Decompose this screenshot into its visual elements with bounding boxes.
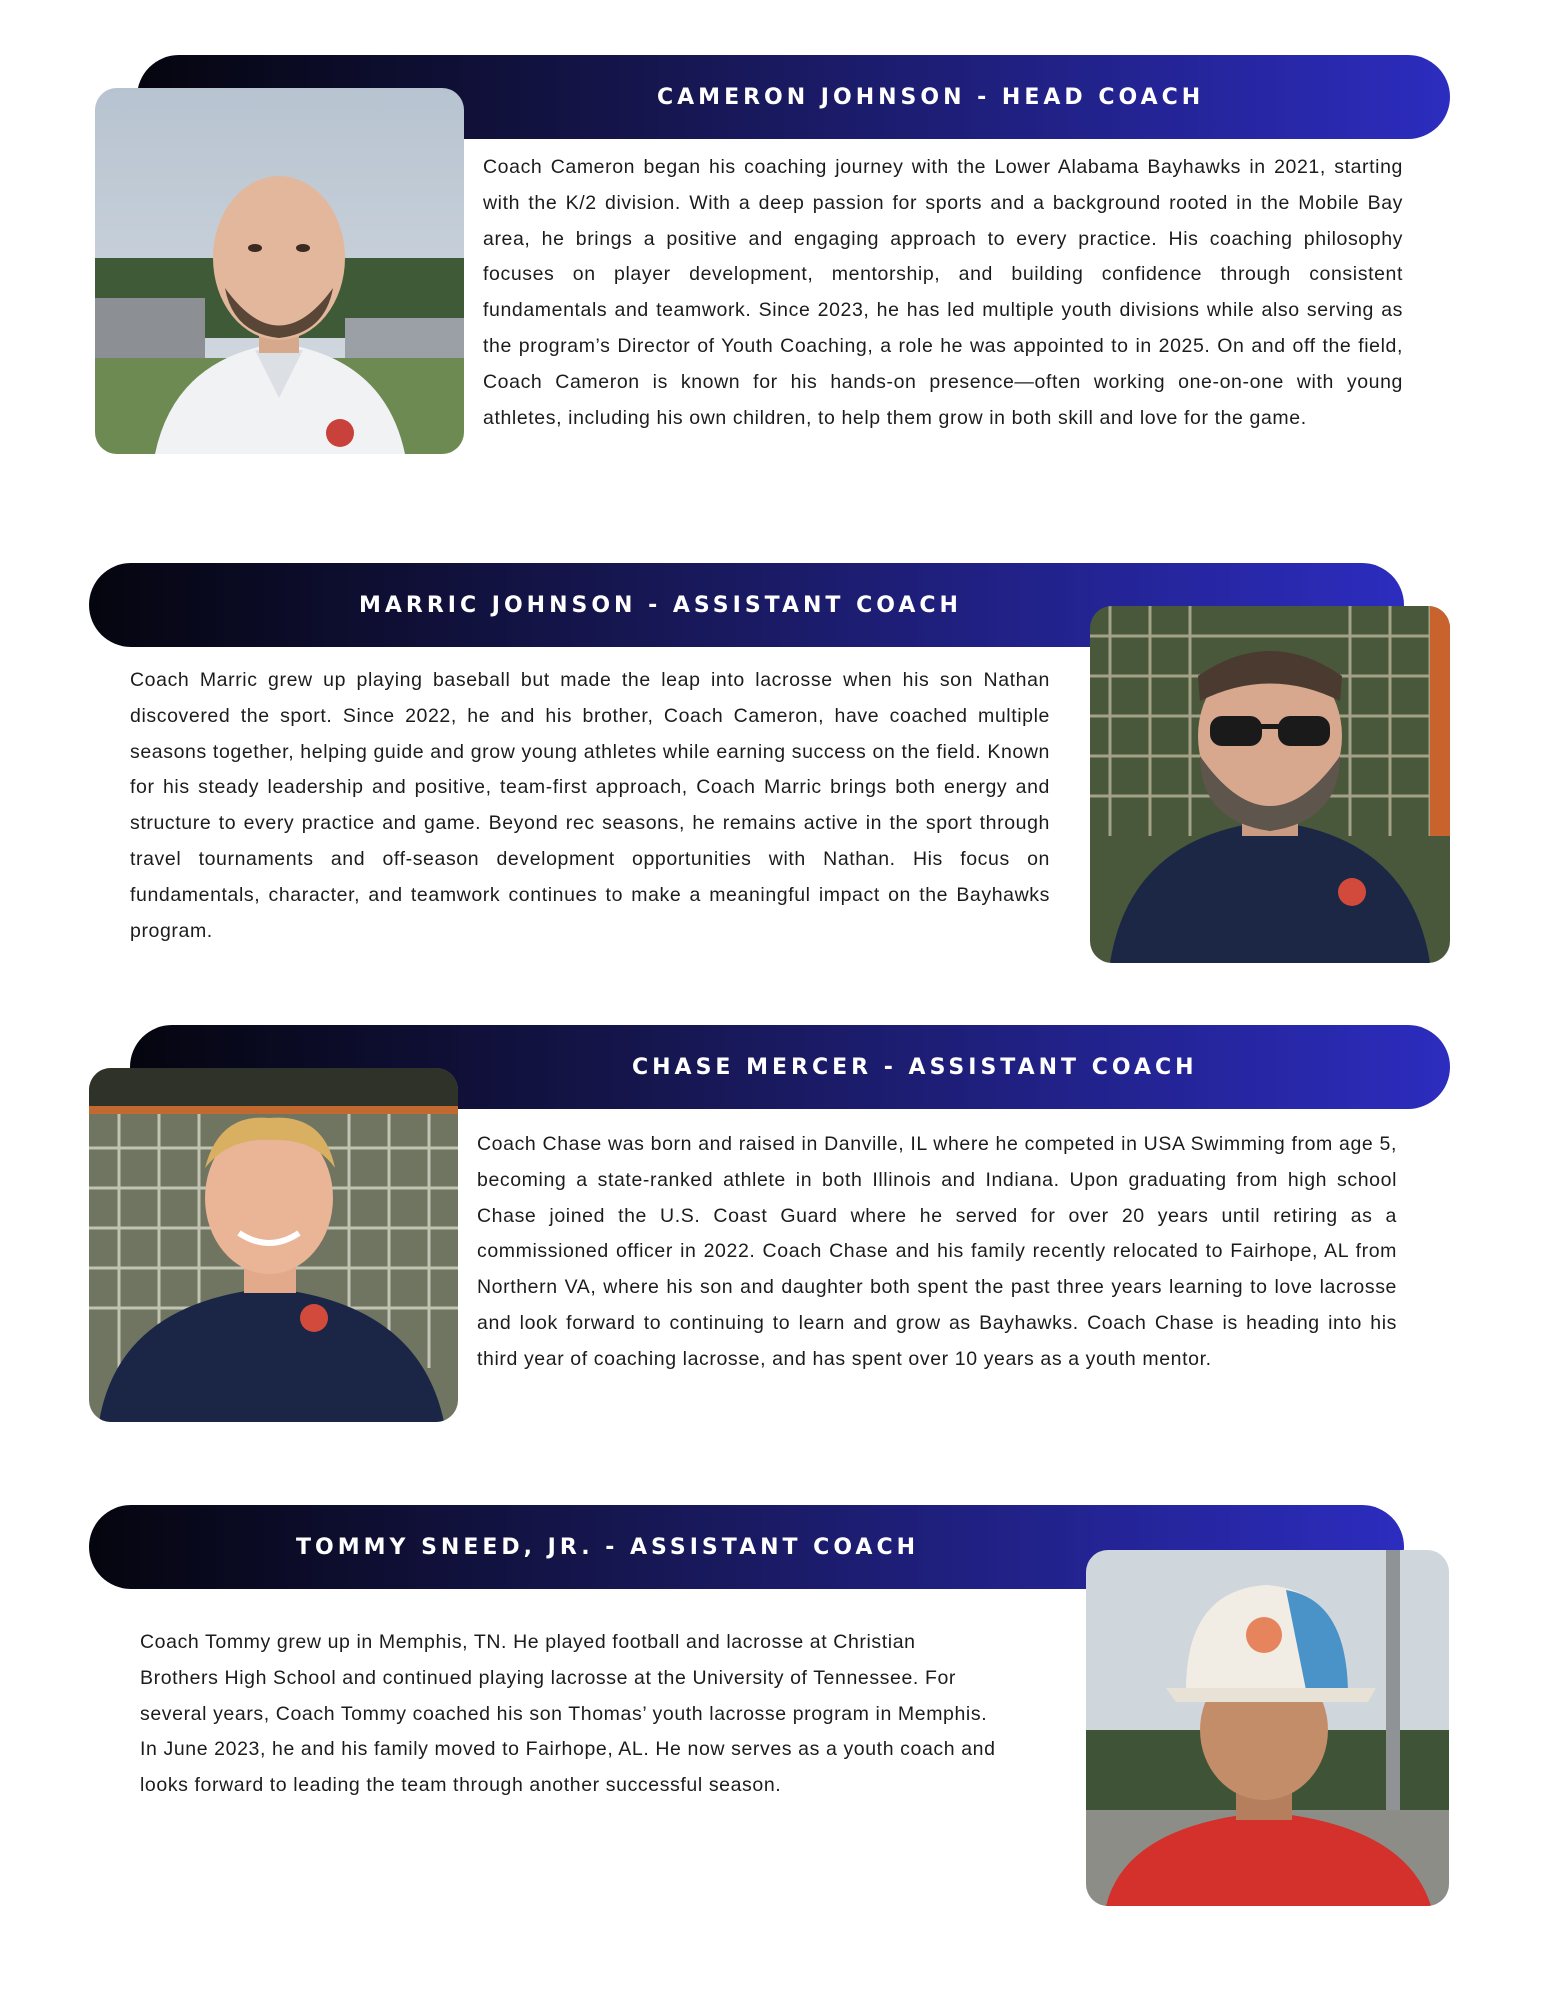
coach-1-bio: Coach Cameron began his coaching journey with the Lower Alabama Bayhawks in 2021, starting with the K/2 division. With a deep passion for sports and a background rooted in the Mobile Bay area, he brings a positive and engaging approach to every practice. His coaching philosophy focuses on player development, mentorship, and building confidence through consistent fundamentals and teamwork. Since 2023, he has led multiple youth divisions while also serving as the program’s Director of Youth Coaching, a role he was appointed to in 2025. On and off the field, Coach Cameron is known for his hands-on presence—often working one-on-one with young athletes, including his own children, to help them grow in both skill and love for the game.	[483, 156, 1403, 429]
coach-3-photo	[89, 1068, 458, 1422]
coach-4-bio-line-1: Coach Tommy grew up in Memphis, TN. He played football and lacrosse at Christian	[140, 1631, 916, 1653]
coach-1-heading: CAMERON JOHNSON - HEAD COACH	[657, 84, 1205, 110]
coach-3-bio: Coach Chase was born and raised in Danville, IL where he competed in USA Swimming from age 5, becoming a state-ranked athlete in both Illinois and Indiana. Upon graduating from high school Chase joined the U.S. Coast Guard where he served for over 20 years until retiring as a commissioned officer in 2022. Coach Chase and his family recently relocated to Fairhope, AL from Northern VA, where his son and daughter both spent the past three years learning to love lacrosse and look forward to continuing to learn and grow as Bayhawks. Coach Chase is heading into his third year of coaching lacrosse, and has spent over 10 years as a youth mentor.	[477, 1133, 1397, 1370]
coach-2-bio: Coach Marric grew up playing baseball but made the leap into lacrosse when his son Nathan discovered the sport. Since 2022, he and his brother, Coach Cameron, have coached multiple seasons together, helping guide and grow young athletes while earning success on the field. Known for his steady leadership and positive, team-first approach, Coach Marric brings both energy and structure to every practice and game. Beyond rec seasons, he remains active in the sport through travel tournaments and off-season development opportunities with Nathan. His focus on fundamentals, character, and teamwork continues to make a meaningful impact on the Bayhawks program.	[130, 669, 1050, 942]
coach-4-bio-line-5: looks forward to leading the team through another successful season.	[140, 1774, 782, 1797]
coach-portrait-photo-icon	[1090, 606, 1450, 963]
coach-2-photo	[1090, 606, 1450, 963]
coach-1-photo	[95, 88, 464, 454]
coach-4-bio-line-2: Brothers High School and continued playing lacrosse at the University of Tennessee. For	[140, 1666, 957, 1689]
coach-2-heading: MARRIC JOHNSON - ASSISTANT COACH	[359, 592, 962, 618]
coach-portrait-photo-icon	[1086, 1550, 1449, 1906]
coach-4-heading: TOMMY SNEED, JR. - ASSISTANT COACH	[296, 1534, 920, 1560]
coach-portrait-photo-icon	[95, 88, 464, 454]
coach-portrait-photo-icon	[89, 1068, 458, 1422]
coach-4-bio-line-3: several years, Coach Tommy coached his son Thomas’ youth lacrosse program in Memphis.	[140, 1702, 988, 1725]
coach-3-heading: CHASE MERCER - ASSISTANT COACH	[632, 1054, 1198, 1080]
coach-4-bio	[140, 1625, 1080, 1804]
coach-4-bio-line-4: In June 2023, he and his family moved to Fairhope, AL. He now serves as a youth coach and	[140, 1738, 996, 1761]
coach-4-photo	[1086, 1550, 1449, 1906]
